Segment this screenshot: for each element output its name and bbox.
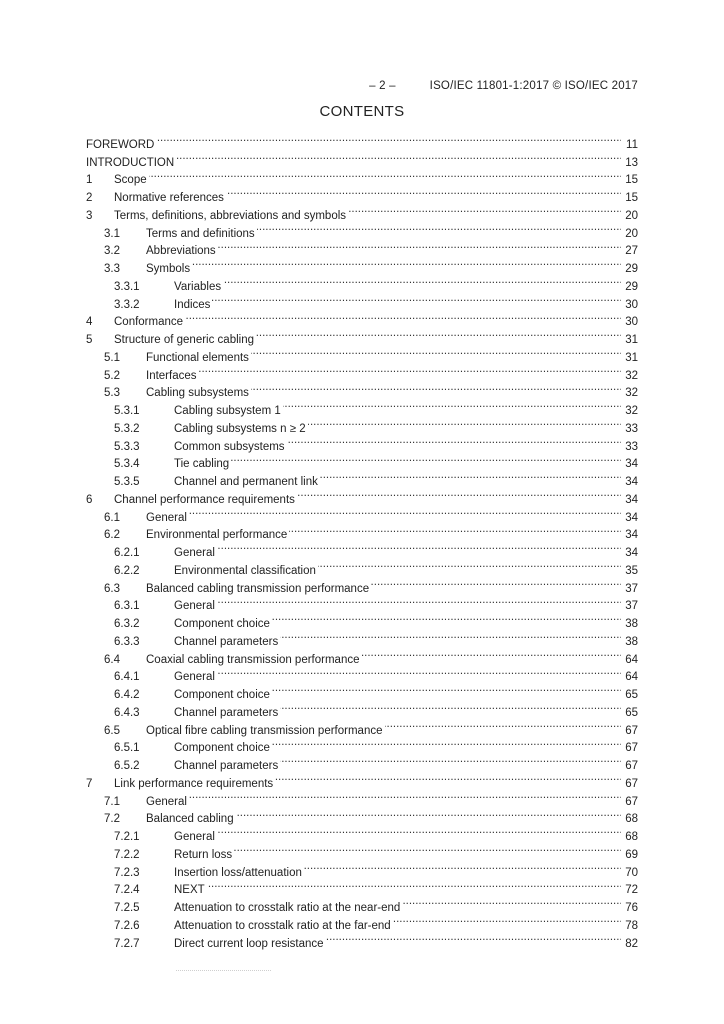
toc-entry-page: 82 <box>625 937 638 950</box>
toc-entry-title: Cabling subsystem 1 <box>174 405 281 417</box>
toc-entry-title: FOREWORD <box>86 138 155 151</box>
toc-entry-number: 5 <box>86 334 93 346</box>
toc-entry-number: 7.2.6 <box>114 919 140 932</box>
toc-entry-page: 20 <box>625 227 638 240</box>
toc-dot-leader <box>176 148 621 166</box>
toc-entry-page: 30 <box>625 316 638 329</box>
toc-dot-leader <box>280 751 621 769</box>
toc-dot-leader <box>275 769 621 787</box>
toc-entry[interactable] <box>86 538 638 559</box>
toc-entry-title: Common subsystems <box>174 440 285 453</box>
toc-dot-leader <box>318 556 621 574</box>
toc-entry-page: 31 <box>625 351 638 364</box>
toc-entry-title: Channel parameters <box>174 635 279 648</box>
toc-entry-number: 5.3.4 <box>114 458 140 471</box>
toc-dot-leader <box>192 254 621 272</box>
toc-entry[interactable] <box>86 521 638 542</box>
toc-entry-number: 2 <box>86 192 93 204</box>
toc-entry-page: 64 <box>625 653 638 666</box>
toc-entry-page: 68 <box>625 813 638 826</box>
toc-dot-leader <box>149 166 621 184</box>
toc-entry-title: Tie cabling <box>174 458 230 471</box>
toc-entry-number: 6.5 <box>104 724 120 737</box>
toc-entry-number: 6.4.2 <box>114 689 140 701</box>
toc-entry-page: 15 <box>625 192 638 204</box>
toc-entry[interactable] <box>86 467 638 488</box>
toc-entry-page: 34 <box>625 547 638 559</box>
toc-entry-page: 32 <box>625 405 638 417</box>
toc-entry[interactable] <box>86 698 638 719</box>
toc-dot-leader <box>226 183 621 201</box>
toc-entry-title: Component choice <box>174 742 270 755</box>
toc-entry-title: Cabling subsystems <box>146 387 249 400</box>
document-reference: ISO/IEC 11801-1:2017 © ISO/IEC 2017 <box>429 80 638 92</box>
toc-entry[interactable] <box>86 609 638 630</box>
toc-entry-number: 6.1 <box>104 511 120 524</box>
toc-entry-title: Terms, definitions, abbreviations and symbols <box>114 209 347 222</box>
toc-entry[interactable] <box>86 929 638 950</box>
toc-dot-leader <box>272 734 621 752</box>
toc-dot-leader <box>257 219 621 237</box>
toc-entry-page: 30 <box>625 298 638 311</box>
toc-dot-leader <box>217 538 621 556</box>
toc-entry-number: 3.3.2 <box>114 298 140 311</box>
toc-entry-page: 67 <box>625 724 638 737</box>
toc-entry-number: 5.3 <box>104 387 120 400</box>
toc-entry[interactable] <box>86 379 638 400</box>
toc-entry-title: General <box>174 600 215 613</box>
toc-entry-page: 78 <box>625 919 638 932</box>
toc-entry-number: 5.2 <box>104 369 120 382</box>
toc-entry-title: Optical fibre cabling transmission performance <box>146 724 383 737</box>
toc-entry-page: 38 <box>625 618 638 630</box>
toc-entry-title: Scope <box>114 174 147 187</box>
toc-entry-number: 3.2 <box>104 245 120 258</box>
toc-entry[interactable] <box>86 751 638 772</box>
toc-entry-page: 69 <box>625 848 638 861</box>
toc-entry-title: General <box>174 547 215 559</box>
toc-entry[interactable] <box>86 769 638 790</box>
toc-dot-leader <box>304 858 621 876</box>
toc-entry[interactable] <box>86 148 638 169</box>
toc-entry-title: Balanced cabling transmission performance <box>146 582 370 595</box>
toc-entry-page: 32 <box>625 387 638 400</box>
toc-entry-number: 6.4.1 <box>114 671 140 684</box>
toc-entry-page: 38 <box>625 635 638 648</box>
toc-dot-leader <box>308 414 621 432</box>
toc-entry-title: INTRODUCTION <box>86 156 175 169</box>
toc-entry-page: 27 <box>625 245 638 258</box>
toc-dot-leader <box>217 592 621 610</box>
toc-entry-title: Coaxial cabling transmission performance <box>146 653 360 666</box>
toc-entry-page: 67 <box>625 777 638 790</box>
toc-dot-leader <box>289 521 621 539</box>
toc-entry-number: 5.1 <box>104 351 120 364</box>
toc-dot-leader <box>326 929 621 947</box>
toc-entry[interactable] <box>86 680 638 701</box>
toc-entry[interactable] <box>86 592 638 613</box>
page-marker: – 2 – <box>369 80 396 92</box>
toc-entry[interactable] <box>86 822 638 843</box>
toc-entry-page: 72 <box>625 884 638 897</box>
toc-entry-page: 68 <box>625 831 638 843</box>
toc-entry[interactable] <box>86 396 638 417</box>
toc-entry-page: 34 <box>625 529 638 542</box>
toc-entry[interactable] <box>86 805 638 826</box>
toc-entry-page: 37 <box>625 582 638 595</box>
toc-dot-leader <box>402 893 621 911</box>
toc-entry-title: Normative references <box>114 192 224 204</box>
toc-entry[interactable] <box>86 840 638 861</box>
toc-entry-number: 6.2.2 <box>114 564 140 577</box>
toc-entry-title: Link performance requirements <box>114 777 274 790</box>
toc-entry[interactable] <box>86 645 638 666</box>
toc-entry-number: 6.3 <box>104 582 120 595</box>
toc-entry-number: 6.3.3 <box>114 635 140 648</box>
toc-entry[interactable] <box>86 503 638 524</box>
toc-entry-page: 34 <box>625 458 638 471</box>
toc-entry-number: 6.5.2 <box>114 760 140 772</box>
toc-entry-title: Environmental classification <box>174 564 316 577</box>
running-header <box>362 68 638 92</box>
toc-entry-page: 33 <box>625 422 638 435</box>
toc-entry-number: 6.4 <box>104 653 120 666</box>
toc-entry[interactable] <box>86 254 638 275</box>
toc-entry-title: Channel parameters <box>174 706 279 719</box>
toc-entry-number: 6.4.3 <box>114 706 140 719</box>
toc-entry-title: Cabling subsystems n ≥ 2 <box>174 422 306 435</box>
toc-entry[interactable] <box>86 911 638 932</box>
page-footer-trace <box>176 970 271 972</box>
toc-dot-leader <box>251 343 621 361</box>
toc-entry-title: Attenuation to crosstalk ratio at the far-end <box>174 919 391 932</box>
toc-entry[interactable] <box>86 272 638 293</box>
toc-entry-title: General <box>146 795 187 808</box>
toc-entry-number: 6.3.2 <box>114 618 140 630</box>
toc-entry-title: Indices <box>174 298 211 311</box>
toc-entry-title: Symbols <box>146 263 191 275</box>
toc-dot-leader <box>297 485 621 503</box>
toc-entry-page: 34 <box>625 476 638 488</box>
toc-entry[interactable] <box>86 343 638 364</box>
toc-entry-title: Conformance <box>114 316 184 329</box>
toc-entry-number: 7.2.3 <box>114 866 140 879</box>
toc-entry-title: Attenuation to crosstalk ratio at the near-end <box>174 902 401 914</box>
toc-entry-title: Direct current loop resistance <box>174 937 324 950</box>
toc-dot-leader <box>251 379 621 397</box>
toc-entry-page: 31 <box>625 334 638 346</box>
toc-entry-number: 7.2.5 <box>114 902 140 914</box>
toc-entry-page: 29 <box>625 280 638 293</box>
toc-entry-title: NEXT <box>174 884 205 897</box>
toc-entry-number: 7.2.1 <box>114 831 140 843</box>
toc-dot-leader <box>218 237 621 255</box>
toc-entry-title: Channel and permanent link <box>174 476 318 488</box>
toc-entry-title: Component choice <box>174 618 270 630</box>
toc-entry-number: 3.3.1 <box>114 280 140 293</box>
toc-entry[interactable] <box>86 237 638 258</box>
toc-entry-title: Channel performance requirements <box>114 493 295 506</box>
toc-entry-number: 3.1 <box>104 227 120 240</box>
toc-dot-leader <box>272 680 621 698</box>
toc-entry-number: 5.3.5 <box>114 476 140 488</box>
toc-entry[interactable] <box>86 290 638 311</box>
toc-entry-title: Functional elements <box>146 351 249 364</box>
toc-dot-leader <box>393 911 621 929</box>
toc-entry-page: 13 <box>625 156 638 169</box>
toc-entry-title: Terms and definitions <box>146 227 255 240</box>
toc-entry-page: 76 <box>625 902 638 914</box>
toc-entry-number: 7 <box>86 777 93 790</box>
toc-dot-leader <box>371 574 621 592</box>
toc-entry-number: 7.2.4 <box>114 884 140 897</box>
toc-entry[interactable] <box>86 858 638 879</box>
toc-dot-leader <box>217 663 621 681</box>
toc-dot-leader <box>156 130 621 148</box>
toc-entry[interactable] <box>86 325 638 346</box>
toc-entry-number: 3.3 <box>104 263 120 275</box>
toc-entry[interactable] <box>86 663 638 684</box>
toc-entry-title: Abbreviations <box>146 245 216 258</box>
toc-entry[interactable] <box>86 716 638 737</box>
toc-entry-page: 29 <box>625 263 638 275</box>
toc-entry[interactable] <box>86 432 638 453</box>
toc-entry-number: 6.3.1 <box>114 600 140 613</box>
toc-entry-number: 3 <box>86 209 93 222</box>
toc-entry-title: Variables <box>174 280 222 293</box>
toc-entry-number: 6.5.1 <box>114 742 140 755</box>
toc-entry-number: 5.3.2 <box>114 422 140 435</box>
toc-entry-number: 6 <box>86 493 93 506</box>
toc-dot-leader <box>234 840 621 858</box>
toc-entry[interactable] <box>86 876 638 897</box>
toc-dot-leader <box>280 627 621 645</box>
toc-entry-title: Return loss <box>174 848 233 861</box>
toc-dot-leader <box>189 787 621 805</box>
toc-entry-number: 5.3.1 <box>114 405 140 417</box>
toc-entry-title: General <box>146 511 187 524</box>
page-title: CONTENTS <box>319 103 405 120</box>
toc-entry-page: 32 <box>625 369 638 382</box>
toc-entry-title: Environmental performance <box>146 529 288 542</box>
toc-entry[interactable] <box>86 556 638 577</box>
toc-entry[interactable] <box>86 574 638 595</box>
toc-dot-leader <box>287 432 621 450</box>
toc-entry-number: 1 <box>86 174 93 187</box>
toc-entry[interactable] <box>86 414 638 435</box>
toc-entry-title: Interfaces <box>146 369 197 382</box>
toc-entry[interactable] <box>86 450 638 471</box>
toc-entry-page: 67 <box>625 760 638 772</box>
toc-entry-page: 11 <box>626 138 638 151</box>
toc-dot-leader <box>231 450 621 468</box>
toc-dot-leader <box>272 609 621 627</box>
toc-entry[interactable] <box>86 308 638 329</box>
toc-entry-number: 7.2.7 <box>114 937 140 950</box>
toc-entry[interactable] <box>86 361 638 382</box>
toc-dot-leader <box>320 467 621 485</box>
toc-entry-page: 34 <box>625 511 638 524</box>
toc-entry-page: 64 <box>625 671 638 684</box>
toc-entry-page: 34 <box>625 493 638 506</box>
toc-dot-leader <box>283 396 621 414</box>
toc-entry[interactable] <box>86 201 638 222</box>
toc-entry[interactable] <box>86 219 638 240</box>
toc-dot-leader <box>385 716 622 734</box>
toc-entry-page: 67 <box>625 742 638 755</box>
toc-entry-title: General <box>174 671 215 684</box>
toc-entry-page: 67 <box>625 795 638 808</box>
toc-entry-number: 5.3.3 <box>114 440 140 453</box>
toc-entry[interactable] <box>86 893 638 914</box>
toc-entry-number: 6.2 <box>104 529 120 542</box>
toc-entry-title: Structure of generic cabling <box>114 334 254 346</box>
toc-entry[interactable] <box>86 787 638 808</box>
toc-entry-title: Balanced cabling <box>146 813 234 826</box>
toc-entry-number: 6.2.1 <box>114 547 140 559</box>
toc-entry-page: 20 <box>625 209 638 222</box>
toc-entry-number: 4 <box>86 316 93 329</box>
toc-dot-leader <box>223 272 621 290</box>
toc-entry-page: 33 <box>625 440 638 453</box>
toc-entry-page: 15 <box>625 174 638 187</box>
toc-dot-leader <box>207 876 621 894</box>
toc-dot-leader <box>348 201 621 219</box>
toc-entry-page: 70 <box>625 866 638 879</box>
toc-entry-title: General <box>174 831 215 843</box>
toc-entry-page: 35 <box>625 564 638 577</box>
toc-dot-leader <box>212 290 621 308</box>
toc-entry-title: Component choice <box>174 689 270 701</box>
toc-entry[interactable] <box>86 627 638 648</box>
toc-dot-leader <box>189 503 621 521</box>
toc-entry[interactable] <box>86 130 638 151</box>
toc-entry-number: 7.1 <box>104 795 120 808</box>
toc-entry-title: Insertion loss/attenuation <box>174 866 302 879</box>
toc-entry-number: 7.2 <box>104 813 120 826</box>
toc-entry[interactable] <box>86 166 638 187</box>
toc-entry-page: 37 <box>625 600 638 613</box>
toc-entry-title: Channel parameters <box>174 760 279 772</box>
toc-dot-leader <box>280 698 621 716</box>
toc-entry[interactable] <box>86 734 638 755</box>
toc-dot-leader <box>185 308 621 326</box>
toc-entry-number: 7.2.2 <box>114 848 140 861</box>
toc-dot-leader <box>217 822 621 840</box>
toc-dot-leader <box>199 361 622 379</box>
toc-dot-leader <box>236 805 621 823</box>
table-of-contents <box>86 130 638 950</box>
toc-entry[interactable] <box>86 183 638 204</box>
toc-entry-page: 65 <box>625 689 638 701</box>
toc-dot-leader <box>362 645 622 663</box>
toc-dot-leader <box>256 325 621 343</box>
toc-entry-page: 65 <box>625 706 638 719</box>
toc-entry[interactable] <box>86 485 638 506</box>
